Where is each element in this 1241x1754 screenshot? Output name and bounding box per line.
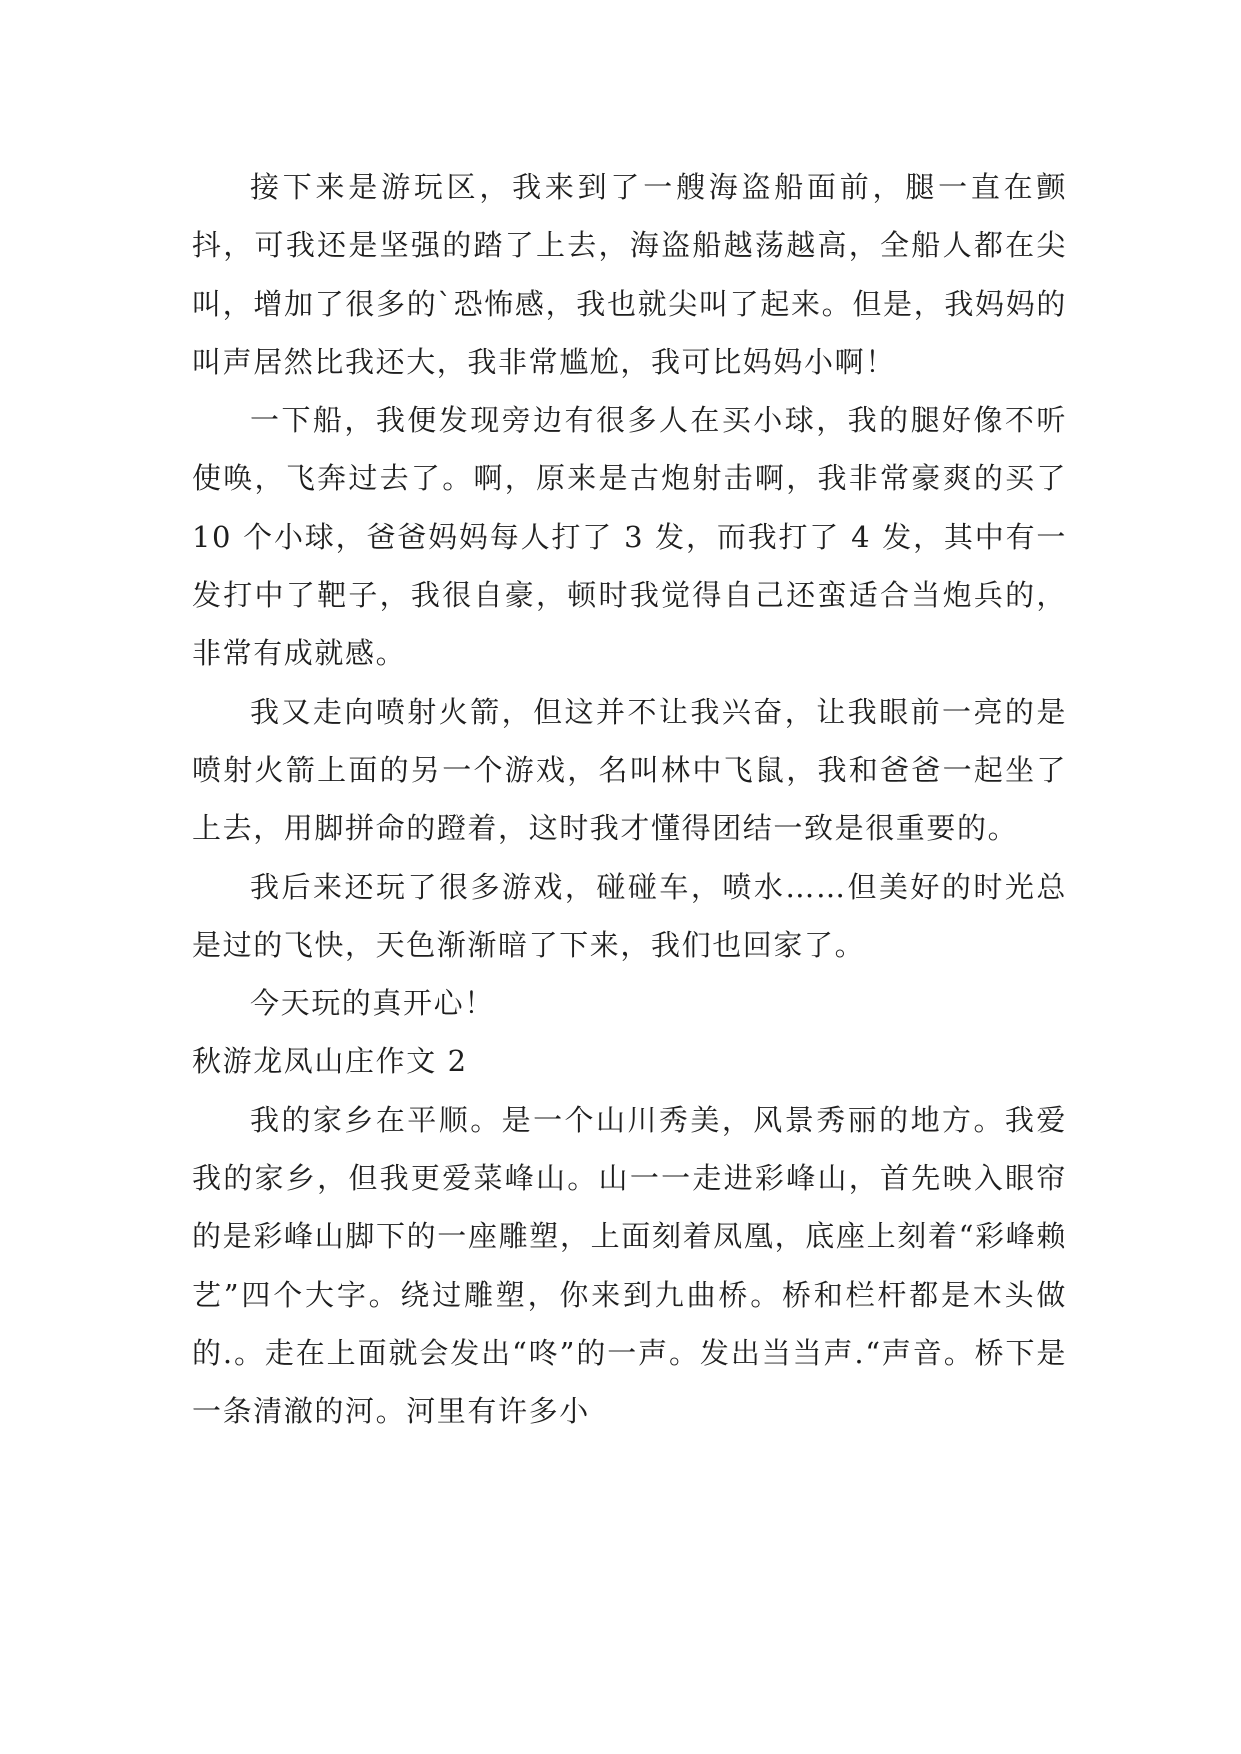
document-body xyxy=(192,158,1067,1441)
paragraph-rocket-ride: 我又走向喷射火箭，但这并不让我兴奋，让我眼前一亮的是喷射火箭上面的另一个游戏，名叫林中飞鼠，我和爸爸一起坐了上去，用脚拼命的蹬着，这时我才懂得团结一致是很重要的。 xyxy=(192,694,1067,846)
paragraph-pirate-ship: 接下来是游玩区，我来到了一艘海盗船面前，腿一直在颤抖，可我还是坚强的踏了上去，海盗船越荡越高，全船人都在尖叫，增加了很多的`恐怖感，我也就尖叫了起来。但是，我妈妈的叫声居然比我还大，我非常尴尬，我可比妈妈小啊！ xyxy=(192,170,1067,379)
paragraph-more-games: 我后来还玩了很多游戏，碰碰车，喷水……但美好的时光总是过的飞快，天色渐渐暗了下来，我们也回家了。 xyxy=(192,869,1067,962)
paragraph-hometown: 我的家乡在平顺。是一个山川秀美，风景秀丽的地方。我爱我的家乡，但我更爱菜峰山。山一一走进彩峰山，首先映入眼帘的是彩峰山脚下的一座雕塑，上面刻着凤凰，底座上刻着“彩峰赖艺”四个大字。绕过雕塑，你来到九曲桥。桥和栏杆都是木头做的.。走在上面就会发出“咚”的一声。发出当当声.“声音。桥下是一条清澈的河。河里有许多小 xyxy=(192,1102,1067,1429)
essay-heading: 秋游龙凤山庄作文 2 xyxy=(192,1044,468,1079)
paragraph-cannon-shooting: 一下船，我便发现旁边有很多人在买小球，我的腿好像不听使唤，飞奔过去了。啊，原来是古炮射击啊，我非常豪爽的买了 10 个小球，爸爸妈妈每人打了 3 发，而我打了 4 发，其中有一发打中了靶子，我很自豪，顿时我觉得自己还蛮适合当炮兵的，非常有成就感。 xyxy=(192,403,1067,671)
paragraph-conclusion: 今天玩的真开心！ xyxy=(250,986,495,1021)
